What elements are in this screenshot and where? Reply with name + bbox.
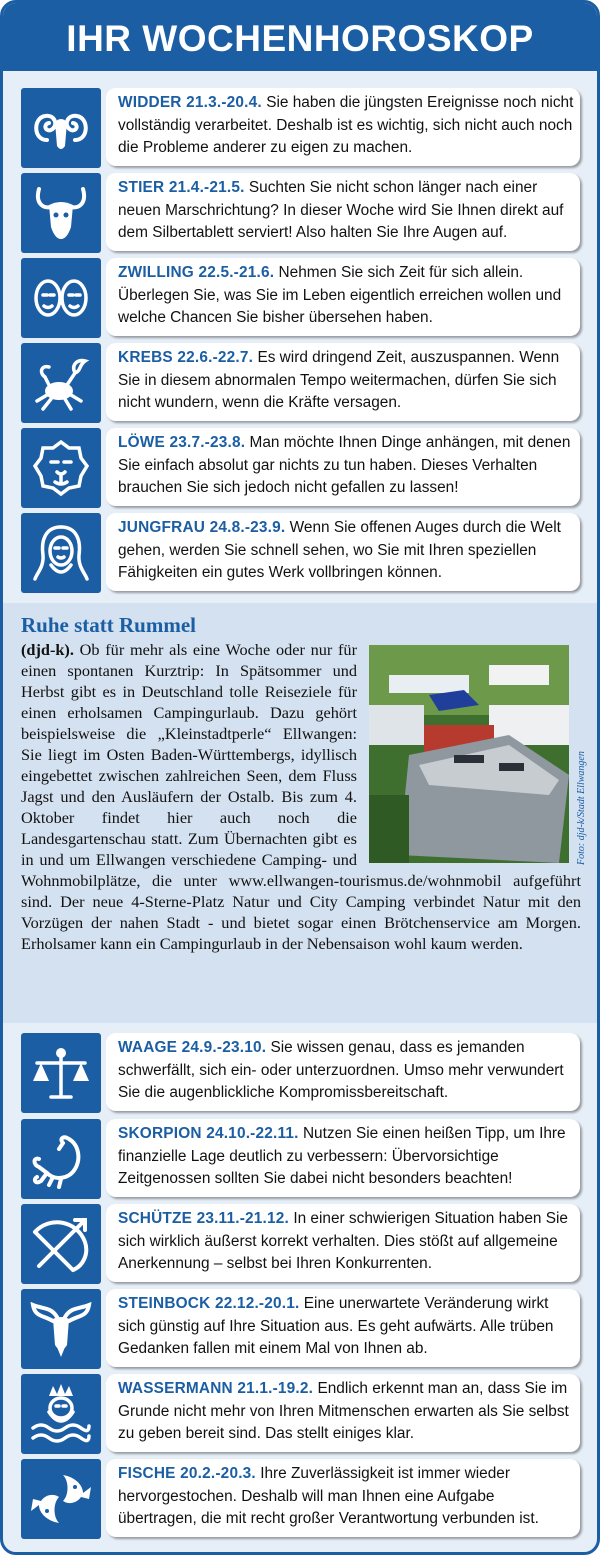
sign-text-block [118,177,574,245]
sign-description: Ihre Zuverlässigkeit ist immer wieder hervorgestochen. Deshalb will man Ihnen eine Aufgabe übertragen, die mit recht großer Verantwortung verbunden ist. [118,1465,539,1527]
sign-title [118,1039,266,1056]
sign-name: WASSERMANN [118,1380,233,1397]
sign-card [106,343,580,421]
sign-dates: 23.7.-23.8. [169,434,246,451]
sign-card [106,1459,580,1537]
sign-dates: 24.9.-23.10. [181,1039,267,1056]
sign-name: WIDDER [118,94,182,111]
sign-zwilling [21,258,583,338]
fish-icon [21,1459,101,1539]
twins-icon [21,258,101,338]
sign-title [118,94,262,111]
sign-dates: 23.11.-21.12. [196,1210,290,1227]
sign-text-block [118,1208,574,1276]
sign-wassermann [21,1374,583,1454]
article-title: Ruhe statt Rummel [21,613,196,637]
sign-title [118,1465,256,1482]
sign-krebs [21,343,583,423]
sign-card [106,1119,580,1197]
sign-title [118,179,245,196]
sign-name: SKORPION [118,1125,202,1142]
sign-dates: 22.6.-22.7. [177,349,254,366]
page-title: IHR WOCHENHOROSKOP [66,18,534,59]
sign-card [106,258,580,336]
sign-name: WAAGE [118,1039,178,1056]
sign-stier [21,173,583,253]
scorpion-icon [21,1119,101,1199]
sign-description: Sie wissen genau, dass es jemanden schwerfällt, sich ein- oder unterzuordnen. Umso mehr verwundert Sie die augenblickliche Kompromissbereitschaft. [118,1039,564,1101]
sign-text-block [118,347,574,415]
sign-dates: 21.4.-21.5. [168,179,245,196]
campsite-photo [369,645,587,865]
sign-widder [21,88,583,168]
sign-jungfrau [21,513,583,593]
sign-title [118,264,274,281]
sign-name: STEINBOCK [118,1295,211,1312]
sign-title [118,349,253,366]
sign-name: STIER [118,179,165,196]
sign-title [118,519,285,536]
sign-title [118,1380,313,1397]
sign-title [118,1210,289,1227]
sign-loewe [21,428,583,508]
sign-title [118,1295,299,1312]
sign-text-block [118,517,574,585]
sign-text-block [118,262,574,330]
lion-icon [21,428,101,508]
scales-icon [21,1033,101,1113]
bull-icon [21,173,101,253]
sign-fische [21,1459,583,1539]
sign-dates: 20.2.-20.3. [180,1465,256,1482]
sign-dates: 24.8.-23.9. [209,519,286,536]
bow-icon [21,1204,101,1284]
sign-dates: 24.10.-22.11. [206,1125,299,1142]
sign-text-block [118,1378,574,1446]
sign-schuetze [21,1204,583,1284]
sign-card [106,513,580,591]
sign-text-block [118,1037,574,1105]
sign-text-block [118,1123,574,1191]
sign-description: Man möchte Ihnen Dinge anhängen, mit denen Sie einfach absolut gar nichts zu tun haben. Dieses Verhalten brauchen Sie sich jedoch nicht gefallen zu lassen! [118,434,571,496]
sign-description: Nutzen Sie einen heißen Tipp, um Ihre finanzielle Lage deutlich zu verbessern: Übervorsichtige Zeitgenossen sollten Sie dabei nicht besonders beachten! [118,1125,566,1187]
sign-title [118,434,245,451]
sign-card [106,1204,580,1282]
sign-steinbock [21,1289,583,1369]
ram-icon [21,88,101,168]
article-lead: (djd-k). [21,640,74,659]
sign-description: Nehmen Sie sich Zeit für sich allein. Überlegen Sie, was Sie im Leben eigentlich erreichen wollen und welche Chancen Sie bisher übersehen haben. [118,264,562,326]
capricorn-icon [21,1289,101,1369]
article-body [21,639,587,954]
sign-dates: 22.12.-20.1. [214,1295,300,1312]
sign-name: KREBS [118,349,173,366]
sign-dates: 21.1.-19.2. [237,1380,314,1397]
header-bar [3,3,597,71]
sign-card [106,1033,580,1111]
sign-description: Es wird dringend Zeit, auszuspannen. Wenn Sie in diesem abnormalen Tempo weitermachen, dürfen Sie sich nicht wundern, wenn die Kräfte versagen. [118,349,560,411]
sign-card [106,428,580,506]
sign-waage [21,1033,583,1113]
sign-card [106,173,580,251]
sign-text-block [118,92,574,160]
sign-description: Suchten Sie nicht schon länger nach einer neuen Marschrichtung? In dieser Woche wird Sie Ihnen direkt auf dem Silbertablett serviert! Also halten Sie Ihre Augen auf. [118,179,564,241]
sign-name: JUNGFRAU [118,519,206,536]
aquarius-icon [21,1374,101,1454]
virgin-icon [21,513,101,593]
sign-dates: 22.5.-21.6. [198,264,275,281]
sign-card [106,1374,580,1452]
sign-description: In einer schwierigen Situation haben Sie sich wirklich äußerst korrekt verhalten. Dies stößt auf allgemeine Anerkennung – selbst bei Ihren Konkurrenten. [118,1210,568,1272]
sign-description: Sie haben die jüngsten Ereignisse noch nicht vollständig verarbeitet. Deshalb ist es wichtig, sich nicht auch noch die Probleme anderer zu eigen zu machen. [118,94,574,156]
sign-text-block [118,1293,574,1361]
sign-name: LÖWE [118,434,165,451]
sign-dates: 21.3.-20.4. [186,94,262,111]
sign-name: ZWILLING [118,264,194,281]
crab-icon [21,343,101,423]
sign-description: Eine unerwartete Veränderung wirkt sich günstig auf Ihre Situation aus. Es geht aufwärts. Alle trüben Gedanken fallen mit einem Mal von Ihnen ab. [118,1295,554,1357]
sign-text-block [118,1463,574,1531]
article-text: Ob für mehr als eine Woche oder nur für einen spontanen Kurztrip: In Spätsommer und Herbst gibt es in Deutschland tolle Reiseziele für einen erholsamen Campingurlaub. Dazu gehört beispielsweise die „Kleinstadtperle“ Ellwangen: Sie liegt im Osten Baden-Württembergs, idyllisch eingebettet zwischen zahlreichen Seen, dem Fluss Jagst und den Ausläufern der Ostalb. Bis zum 4. Oktober findet hier auch noch die Landesgartenschau statt. Zum Übernachten gibt es in und um Ellwangen verschiedene Camping- und Wohnmobilplätze, die unter www.ellwangen-tourismus.de/wohnmobil aufgeführt sind. Der neue 4-Sterne-Platz Natur und City Camping verbindet Natur mit den Vorzügen der nahen Stadt - und bietet sogar einen Brötchenservice am Morgen. Erholsamer kann ein Campingurlaub in der Nebensaison wohl kaum werden. [21,640,581,953]
sign-card [106,88,580,166]
article-box [3,603,597,1023]
photo-credit: Foto: djd-k/Stadt Ellwangen [576,751,587,865]
sign-card [106,1289,580,1367]
sign-description: Endlich erkennt man an, dass Sie im Grunde nicht mehr von Ihren Mitmenschen erwarten als Sie selbst zu geben bereit sind. Das stellt einiges klar. [118,1380,569,1442]
sign-description: Wenn Sie offenen Auges durch die Welt gehen, werden Sie schnell sehen, wo Sie mit Ihren speziellen Fähigkeiten ein gutes Werk vollbringen können. [118,519,561,581]
sign-name: SCHÜTZE [118,1210,193,1227]
sign-name: FISCHE [118,1465,176,1482]
sign-title [118,1125,299,1142]
sign-skorpion [21,1119,583,1199]
sign-text-block [118,432,574,500]
